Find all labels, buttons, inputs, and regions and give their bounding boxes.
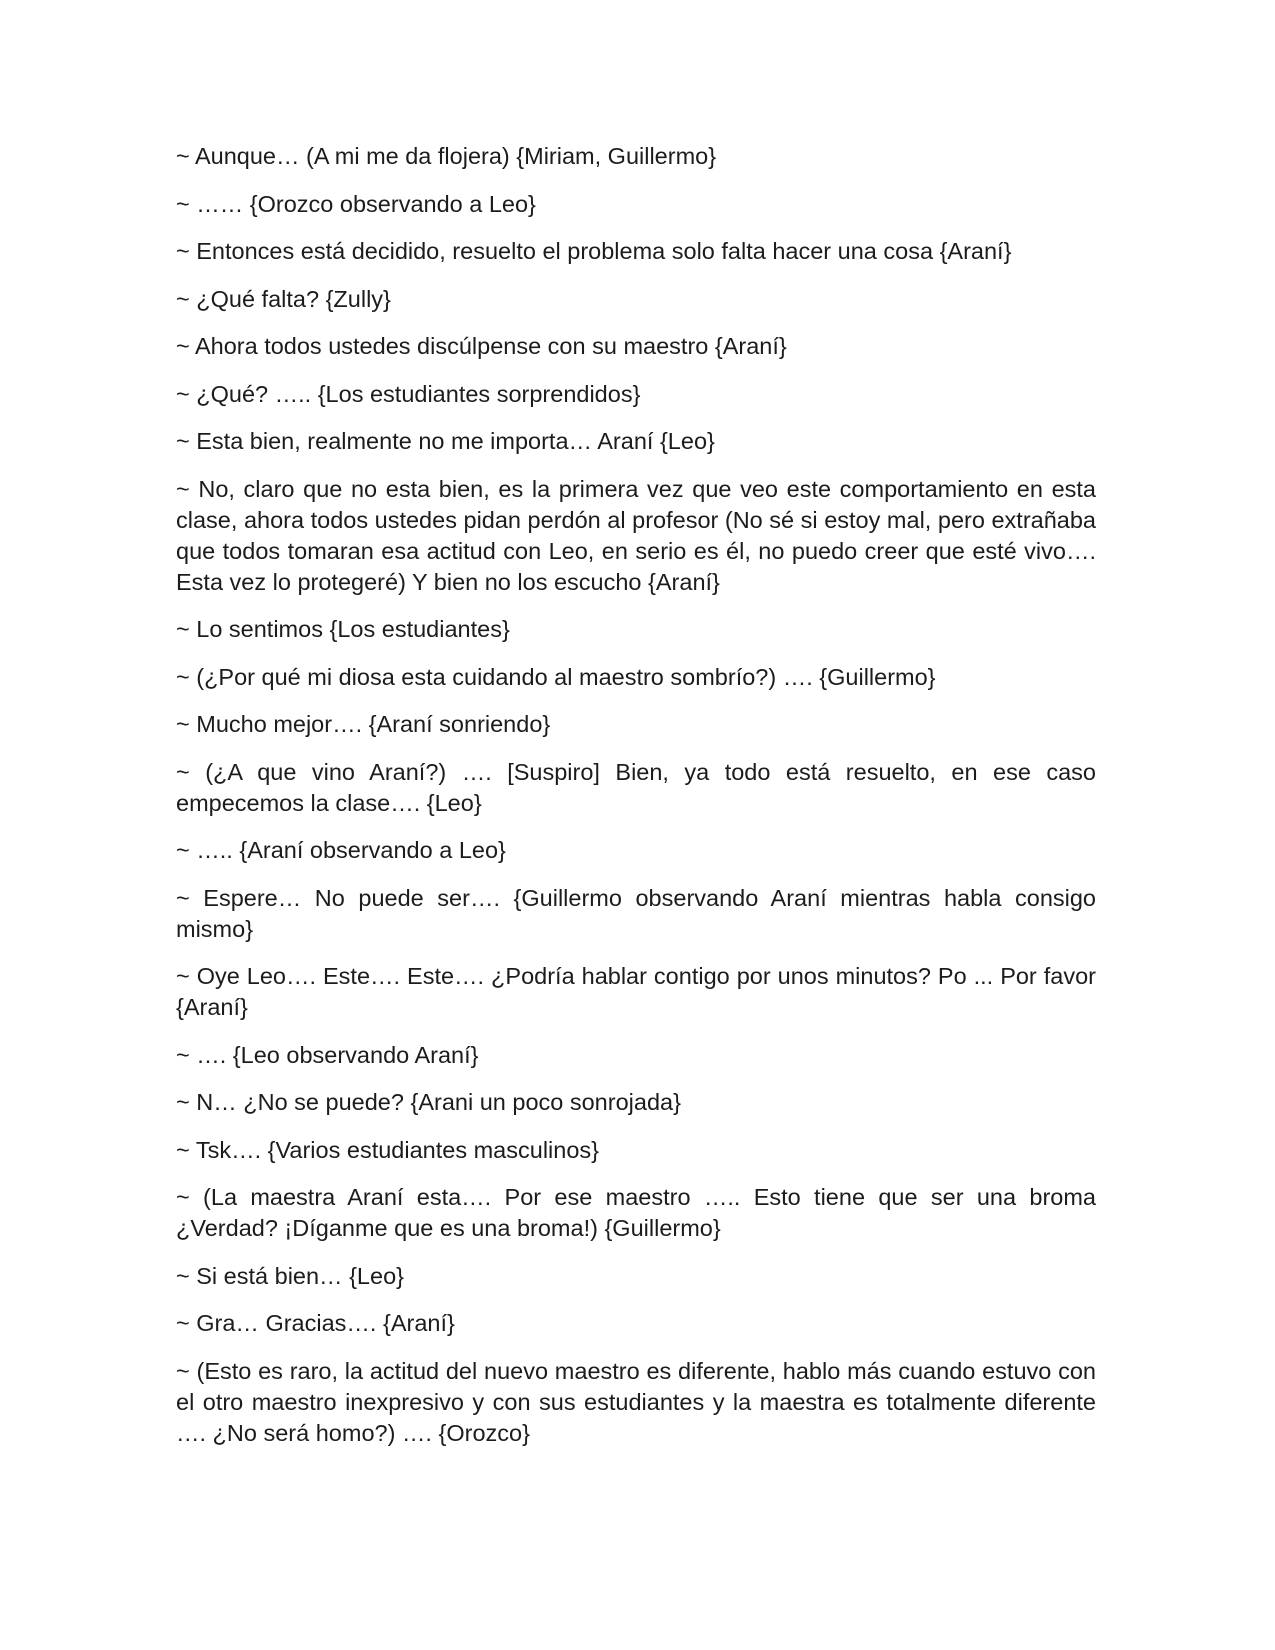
dialogue-line-1: ~ Aunque… (A mi me da flojera) {Miriam, Guillermo} [176, 143, 717, 169]
dialogue-line-2: ~ …… {Orozco observando a Leo} [176, 190, 536, 217]
dialogue-line-13: ~ ….. {Araní observando a Leo} [176, 837, 506, 863]
dialogue-line-12: ~ (¿A que vino Araní?) …. [Suspiro] Bien, ya todo está resuelto, en ese caso empecemos la clase…. {Leo} [176, 758, 1096, 816]
dialogue-line-19: ~ (La maestra Araní esta…. Por ese maestro ….. Esto tiene que ser una broma ¿Verdad? ¡Díganme que es una broma!) {Guillermo} [176, 1184, 1096, 1241]
dialogue-line-17: ~ N… ¿No se puede? {Arani un poco sonrojada} [176, 1089, 681, 1115]
dialogue-line-6: ~ ¿Qué? ….. {Los estudiantes sorprendidos} [176, 380, 641, 407]
dialogue-line-4: ~ ¿Qué falta? {Zully} [176, 285, 391, 312]
document-body [176, 141, 1096, 1465]
dialogue-line-9: ~ Lo sentimos {Los estudiantes} [176, 616, 510, 642]
dialogue-line-18: ~ Tsk…. {Varios estudiantes masculinos} [176, 1136, 599, 1163]
dialogue-line-21: ~ Gra… Gracias…. {Araní} [176, 1310, 455, 1336]
dialogue-line-11: ~ Mucho mejor…. {Araní sonriendo} [176, 711, 551, 737]
dialogue-line-5: ~ Ahora todos ustedes discúlpense con su maestro {Araní} [176, 333, 787, 359]
dialogue-line-22: ~ (Esto es raro, la actitud del nuevo maestro es diferente, hablo más cuando estuvo con el otro maestro inexpresivo y con sus estudiantes y la maestra es totalmente diferente …. ¿No será homo?) …. {Orozco} [176, 1357, 1096, 1446]
dialogue-line-10: ~ (¿Por qué mi diosa esta cuidando al maestro sombrío?) …. {Guillermo} [176, 663, 936, 690]
dialogue-line-20: ~ Si está bien… {Leo} [176, 1262, 404, 1289]
dialogue-line-14: ~ Espere… No puede ser…. {Guillermo observando Araní mientras habla consigo mismo} [176, 884, 1096, 942]
dialogue-line-3: ~ Entonces está decidido, resuelto el problema solo falta hacer una cosa {Araní} [176, 238, 1012, 264]
dialogue-line-15: ~ Oye Leo…. Este…. Este…. ¿Podría hablar contigo por unos minutos? Po ... Por favor {Araní} [176, 963, 1096, 1020]
dialogue-line-7: ~ Esta bien, realmente no me importa… Araní {Leo} [176, 428, 715, 454]
dialogue-line-16: ~ …. {Leo observando Araní} [176, 1041, 479, 1068]
dialogue-line-8: ~ No, claro que no esta bien, es la primera vez que veo este comportamiento en esta clase, ahora todos ustedes pidan perdón al profesor (No sé si estoy mal, pero extrañaba que todos tomaran esa actitud con Leo, en serio es él, no puedo creer que esté vivo…. Esta vez lo protegeré) Y bien no los escucho {Araní} [176, 475, 1096, 595]
